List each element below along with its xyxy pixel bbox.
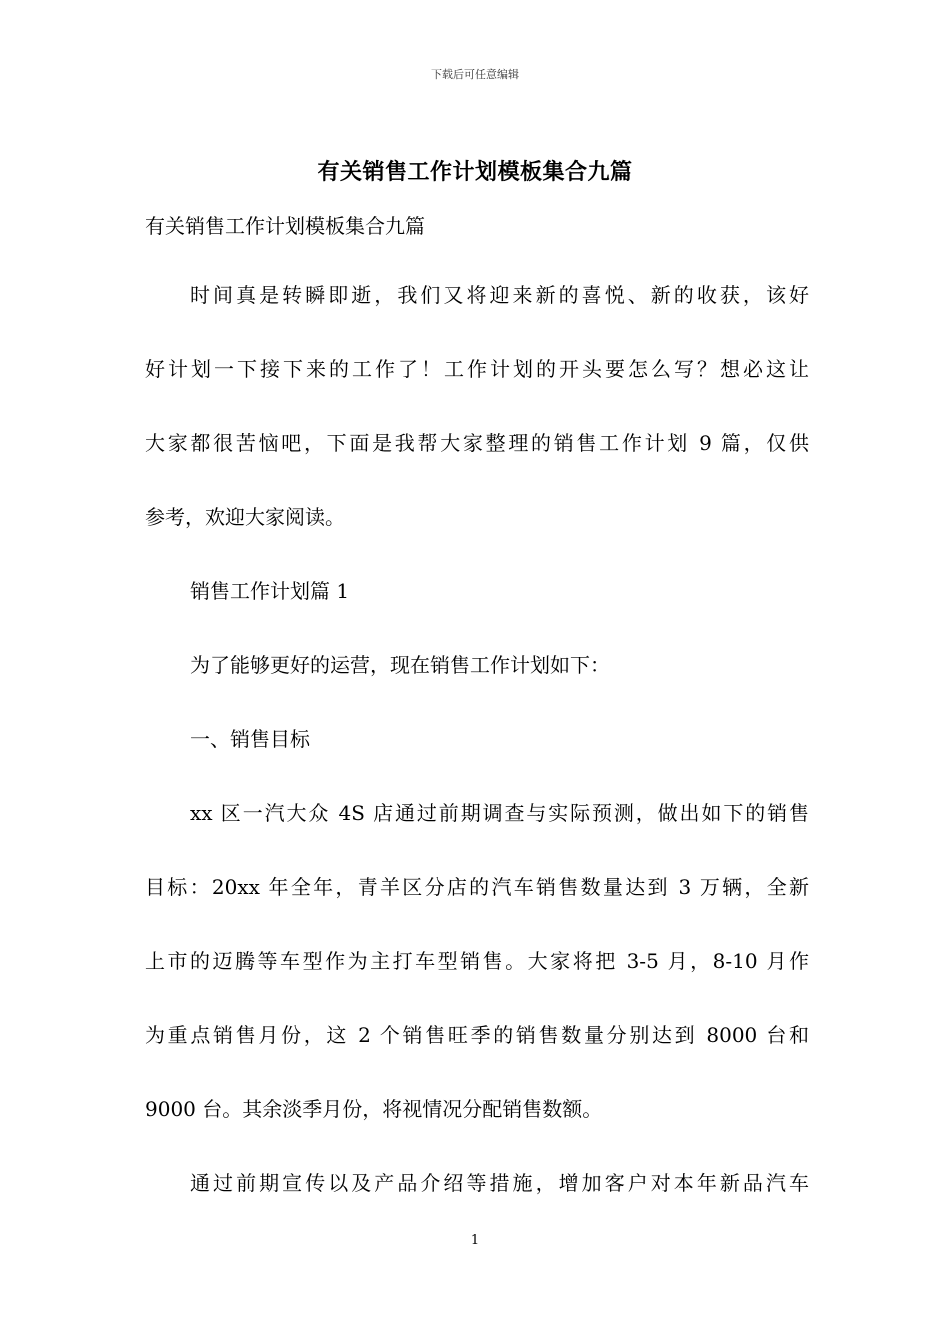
paragraph-line: 时间真是转瞬即逝，我们又将迎来新的喜悦、新的收获，该好	[190, 283, 809, 307]
section-heading: 销售工作计划篇 1	[190, 579, 350, 603]
paragraph-line: 参考，欢迎大家阅读。	[145, 505, 345, 529]
paragraph-line: 为重点销售月份，这 2 个销售旺季的销售数量分别达到 8000 台和	[145, 1023, 809, 1047]
section-heading: 一、销售目标	[190, 727, 310, 751]
paragraph-line: 好计划一下接下来的工作了！工作计划的开头要怎么写？想必这让	[145, 357, 809, 381]
paragraph-line: 为了能够更好的运营，现在销售工作计划如下：	[190, 653, 610, 677]
paragraph-line: 目标：20xx 年全年，青羊区分店的汽车销售数量达到 3 万辆，全新	[145, 875, 809, 899]
document-subtitle: 有关销售工作计划模板集合九篇	[145, 214, 425, 238]
page-header-note: 下载后可任意编辑	[431, 68, 519, 81]
page-number: 1	[470, 1233, 480, 1248]
document-title: 有关销售工作计划模板集合九篇	[317, 159, 633, 185]
paragraph-line: xx 区一汽大众 4S 店通过前期调查与实际预测，做出如下的销售	[190, 801, 809, 825]
paragraph-line: 通过前期宣传以及产品介绍等措施，增加客户对本年新品汽车	[190, 1171, 809, 1195]
paragraph-line: 上市的迈腾等车型作为主打车型销售。大家将把 3-5 月，8-10 月作	[145, 949, 809, 973]
paragraph-line: 9000 台。其余淡季月份，将视情况分配销售数额。	[145, 1097, 603, 1121]
document-body	[145, 208, 809, 1202]
paragraph-line: 大家都很苦恼吧，下面是我帮大家整理的销售工作计划 9 篇，仅供	[145, 431, 809, 455]
